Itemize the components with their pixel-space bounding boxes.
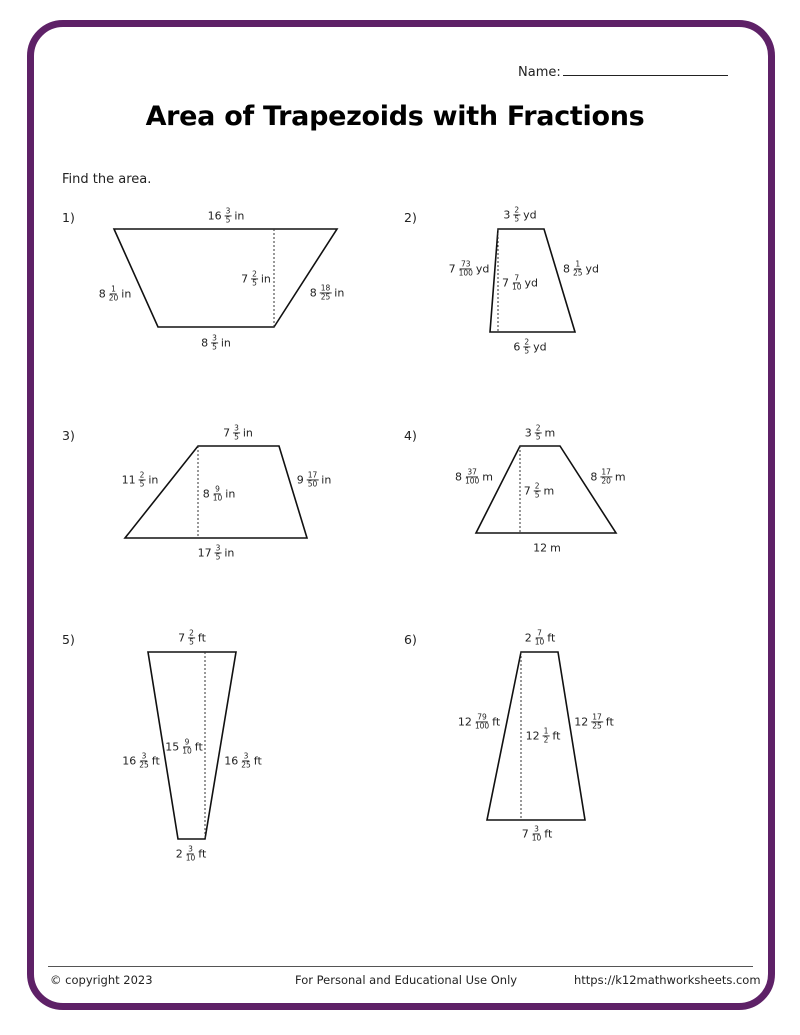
top-base-label: 2 $\frac{7}{10}$ ft (524, 628, 556, 647)
right-leg-label: 8 $\frac{1}{25}$ yd (562, 259, 600, 278)
problem-number: 1) (62, 210, 75, 225)
bottom-base-label: 8 $\frac{3}{5}$ in (201, 333, 231, 352)
left-leg-label: 7 $\frac{73}{100}$ yd (448, 259, 490, 278)
problem-number: 2) (404, 210, 417, 225)
height-label: 7 $\frac{2}{5}$ m (523, 481, 555, 500)
worksheet-title: Area of Trapezoids with Fractions (145, 101, 645, 132)
problem-number: 3) (62, 428, 75, 443)
height-label: 15 $\frac{9}{10}$ ft (165, 737, 203, 756)
right-leg-label: 8 $\frac{17}{20}$ m (590, 467, 626, 486)
top-base-label: 3 $\frac{2}{5}$ yd (503, 205, 537, 224)
bottom-base-label: 17 $\frac{3}{5}$ in (197, 543, 235, 562)
left-leg-label: 8 $\frac{37}{100}$ m (454, 467, 494, 486)
top-base-label: 16 $\frac{3}{5}$ in (207, 206, 245, 225)
trapezoid-1 (114, 229, 337, 327)
problem-number: 5) (62, 632, 75, 647)
website-link[interactable]: https://k12mathworksheets.com (574, 973, 761, 987)
copyright-text: © copyright 2023 (50, 973, 153, 987)
instructions: Find the area. (62, 172, 152, 187)
top-base-label: 3 $\frac{2}{5}$ m (524, 423, 556, 442)
right-leg-label: 12 $\frac{17}{25}$ ft (574, 712, 614, 731)
problem-number: 4) (404, 428, 417, 443)
name-label: Name: (518, 65, 561, 80)
left-leg-label: 16 $\frac{3}{25}$ ft (122, 751, 160, 770)
bottom-base-label: 12 m (533, 541, 561, 555)
left-leg-label: 11 $\frac{2}{5}$ in (121, 470, 159, 489)
height-label: 8 $\frac{9}{10}$ in (202, 484, 236, 503)
top-base-label: 7 $\frac{3}{5}$ in (223, 423, 253, 442)
bottom-base-label: 7 $\frac{3}{10}$ ft (521, 824, 553, 843)
bottom-base-label: 6 $\frac{2}{5}$ yd (513, 337, 547, 356)
bottom-base-label: 2 $\frac{3}{10}$ ft (175, 844, 207, 863)
footer-divider (48, 966, 753, 967)
height-label: 7 $\frac{7}{10}$ yd (501, 273, 539, 292)
height-label: 12 $\frac{1}{2}$ ft (525, 726, 561, 745)
usage-notice: For Personal and Educational Use Only (295, 973, 518, 987)
right-leg-label: 16 $\frac{3}{25}$ ft (224, 751, 262, 770)
problem-number: 6) (404, 632, 417, 647)
height-label: 7 $\frac{2}{5}$ in (241, 269, 271, 288)
top-base-label: 7 $\frac{2}{5}$ ft (178, 628, 206, 647)
right-leg-label: 8 $\frac{18}{25}$ in (309, 283, 345, 302)
left-leg-label: 12 $\frac{79}{100}$ ft (457, 712, 501, 731)
right-leg-label: 9 $\frac{17}{50}$ in (296, 470, 332, 489)
left-leg-label: 8 $\frac{1}{20}$ in (98, 284, 132, 303)
